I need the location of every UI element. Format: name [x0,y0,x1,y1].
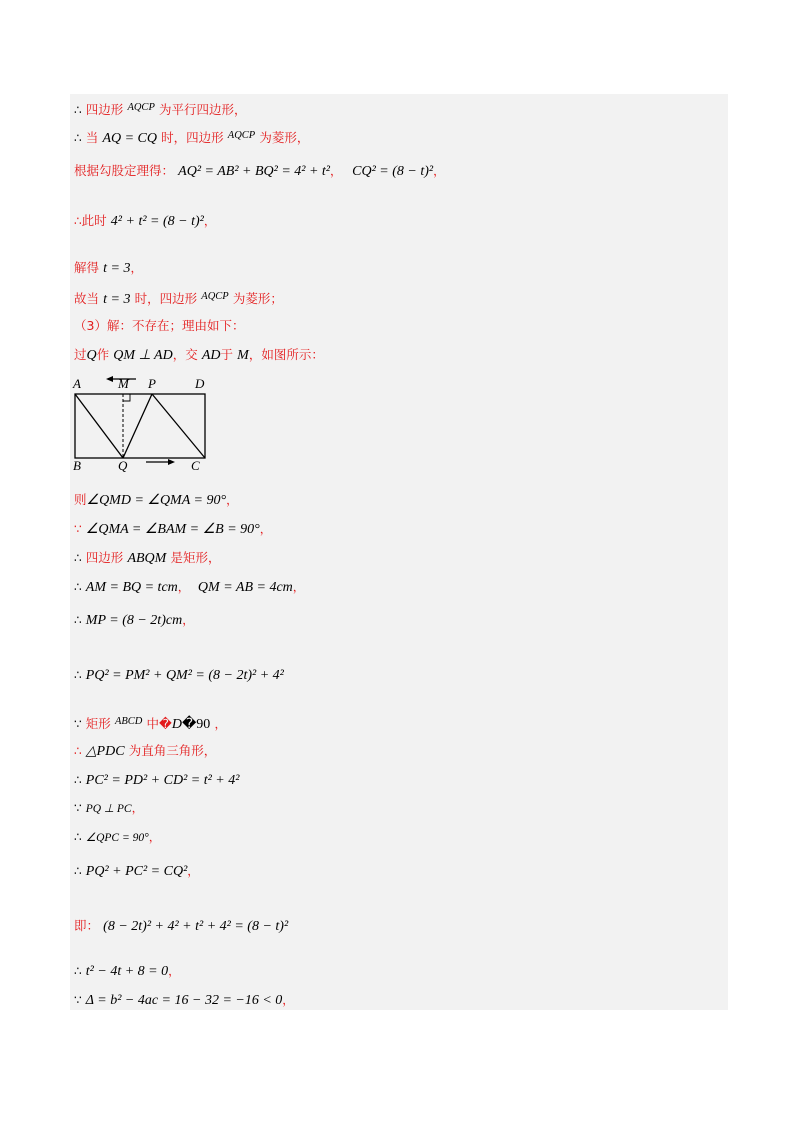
punctuation: ， [433,164,446,178]
because-symbol: ∵ [74,993,82,1007]
math: 4² + t² = (8 − t)² [110,214,204,229]
punctuation: ， [168,964,181,978]
label-a: A [73,376,81,391]
math: ∠QMA = ∠BAM = ∠B = 90° [85,522,260,537]
text: 是矩形， [170,550,221,565]
text: 即： [74,918,100,933]
text: 则 [74,492,87,507]
math: QM = AB = 4cm [197,580,293,595]
text: 为平行四边形， [159,102,247,117]
line-9 [74,492,238,509]
line-11 [74,550,220,567]
rectangle-diagram [72,374,212,472]
line-6 [74,289,283,308]
math: MP = (8 − 2t)cm [85,613,183,628]
math: ∠QMD = ∠QMA = 90° [86,493,227,508]
line-8 [74,347,324,364]
line-1 [74,100,247,119]
math: (8 − 2t)² + 4² + t² + 4² = (8 − t)² [103,919,289,934]
punctuation: ， [330,164,343,178]
text: 时，四边形 [161,130,224,145]
math: AQCP [127,102,155,113]
therefore-symbol: ∴ [74,864,82,878]
line-16 [74,743,216,760]
math: Q [86,348,97,363]
math: M [237,348,249,363]
segment-qp [123,394,152,458]
text: 时，四边形 [134,291,198,306]
punctuation: ， [130,261,143,275]
math: ∠QPC = 90° [85,832,149,844]
therefore-symbol: ∴ [74,580,82,594]
line-5 [74,260,143,277]
punctuation: ， [177,580,190,594]
therefore-symbol: ∴ [74,131,82,145]
math: t² − 4t + 8 = 0 [85,964,169,979]
text: 作 [96,347,110,362]
segment-pc [152,394,205,458]
math: AQCP [201,291,229,302]
math: PC² = PD² + CD² = t² + 4² [85,773,240,788]
line-14 [74,667,284,684]
punctuation: ， [131,801,144,815]
label-q: Q [118,458,128,472]
text: 根据勾股定理得： [74,163,175,178]
therefore-symbol: ∴ [74,668,82,682]
math: PQ² = PM² + QM² = (8 − 2t)² + 4² [85,668,284,683]
line-23 [74,992,294,1009]
math: PQ² + PC² = CQ² [85,864,188,879]
punctuation: ， [259,522,272,536]
right-angle-mark [123,394,130,401]
math: Δ = b² − 4ac = 16 − 32 = −16 < 0 [85,993,283,1008]
math: ABQM [127,551,167,566]
because-symbol: ∵ [74,801,82,815]
line-20 [74,863,199,880]
math: AD [201,348,221,363]
line-7 [74,318,244,335]
therefore-symbol: ∴ [74,613,82,627]
math: PQ ⊥ PC [85,803,132,815]
math: D [171,717,182,732]
punctuation: ， [148,830,161,844]
line-10 [74,521,272,538]
line-3 [74,163,445,180]
text: 此时 [81,213,107,228]
label-m: M [118,376,129,391]
punctuation: ， [182,613,195,627]
rectangle-abcd [75,394,205,458]
line-13 [74,612,194,629]
punctuation: ， [282,993,295,1007]
text: 矩形 [85,716,111,731]
label-c: C [191,458,200,472]
line-12 [74,579,305,596]
text: 过 [74,347,87,362]
line-19 [74,829,161,846]
text: 四边形 [85,550,124,565]
math: CQ² = (8 − t)² [352,164,434,179]
arrow-left-head [106,376,113,382]
therefore-symbol: ∴ [74,744,82,758]
math: t = 3 [103,261,131,276]
line-15 [74,714,226,733]
therefore-symbol: ∴ [74,773,82,787]
punctuation: ， [203,214,216,228]
because-symbol: ∵ [74,717,82,731]
math: AQCP [227,130,256,141]
text: 为直角三角形， [128,743,217,758]
therefore-symbol: ∴ [74,551,82,565]
line-21 [74,918,288,935]
math: QM ⊥ AD [113,348,173,363]
punctuation: ， [187,864,200,878]
punctuation: ， [226,493,239,507]
text: 为菱形； [232,291,283,306]
text: 故当 [74,291,100,306]
punctuation: ， [214,717,227,731]
math: AQ = CQ [102,131,157,146]
arrow-right-head [168,459,175,465]
text: （3）解：不存在；理由如下： [74,318,245,333]
math: △PDC [85,744,125,759]
text: ，交 [172,347,198,362]
text: �90 [181,717,211,732]
line-17 [74,772,239,789]
because-symbol: ∵ [74,522,82,536]
text: 解得 [74,260,100,275]
therefore-symbol: ∴ [74,830,82,844]
math: AM = BQ = tcm [85,580,178,595]
label-d: D [195,376,205,391]
therefore-symbol: ∴ [74,214,82,228]
text: 中� [146,716,172,731]
text: 当 [85,130,99,145]
text: 为菱形， [259,130,310,145]
segment-aq [75,394,123,458]
therefore-symbol: ∴ [74,103,82,117]
punctuation: ， [292,580,305,594]
therefore-symbol: ∴ [74,964,82,978]
math: ABCD [114,716,143,727]
line-18 [74,800,144,817]
text: 四边形 [85,102,124,117]
line-2 [74,128,309,147]
line-22 [74,963,180,980]
math: AQ² = AB² + BQ² = 4² + t² [178,164,330,179]
text: ，如图所示： [248,347,324,362]
label-p: P [148,376,156,391]
line-4 [74,213,216,230]
text: 于 [220,347,234,362]
label-b: B [73,458,81,472]
math: t = 3 [103,292,131,307]
